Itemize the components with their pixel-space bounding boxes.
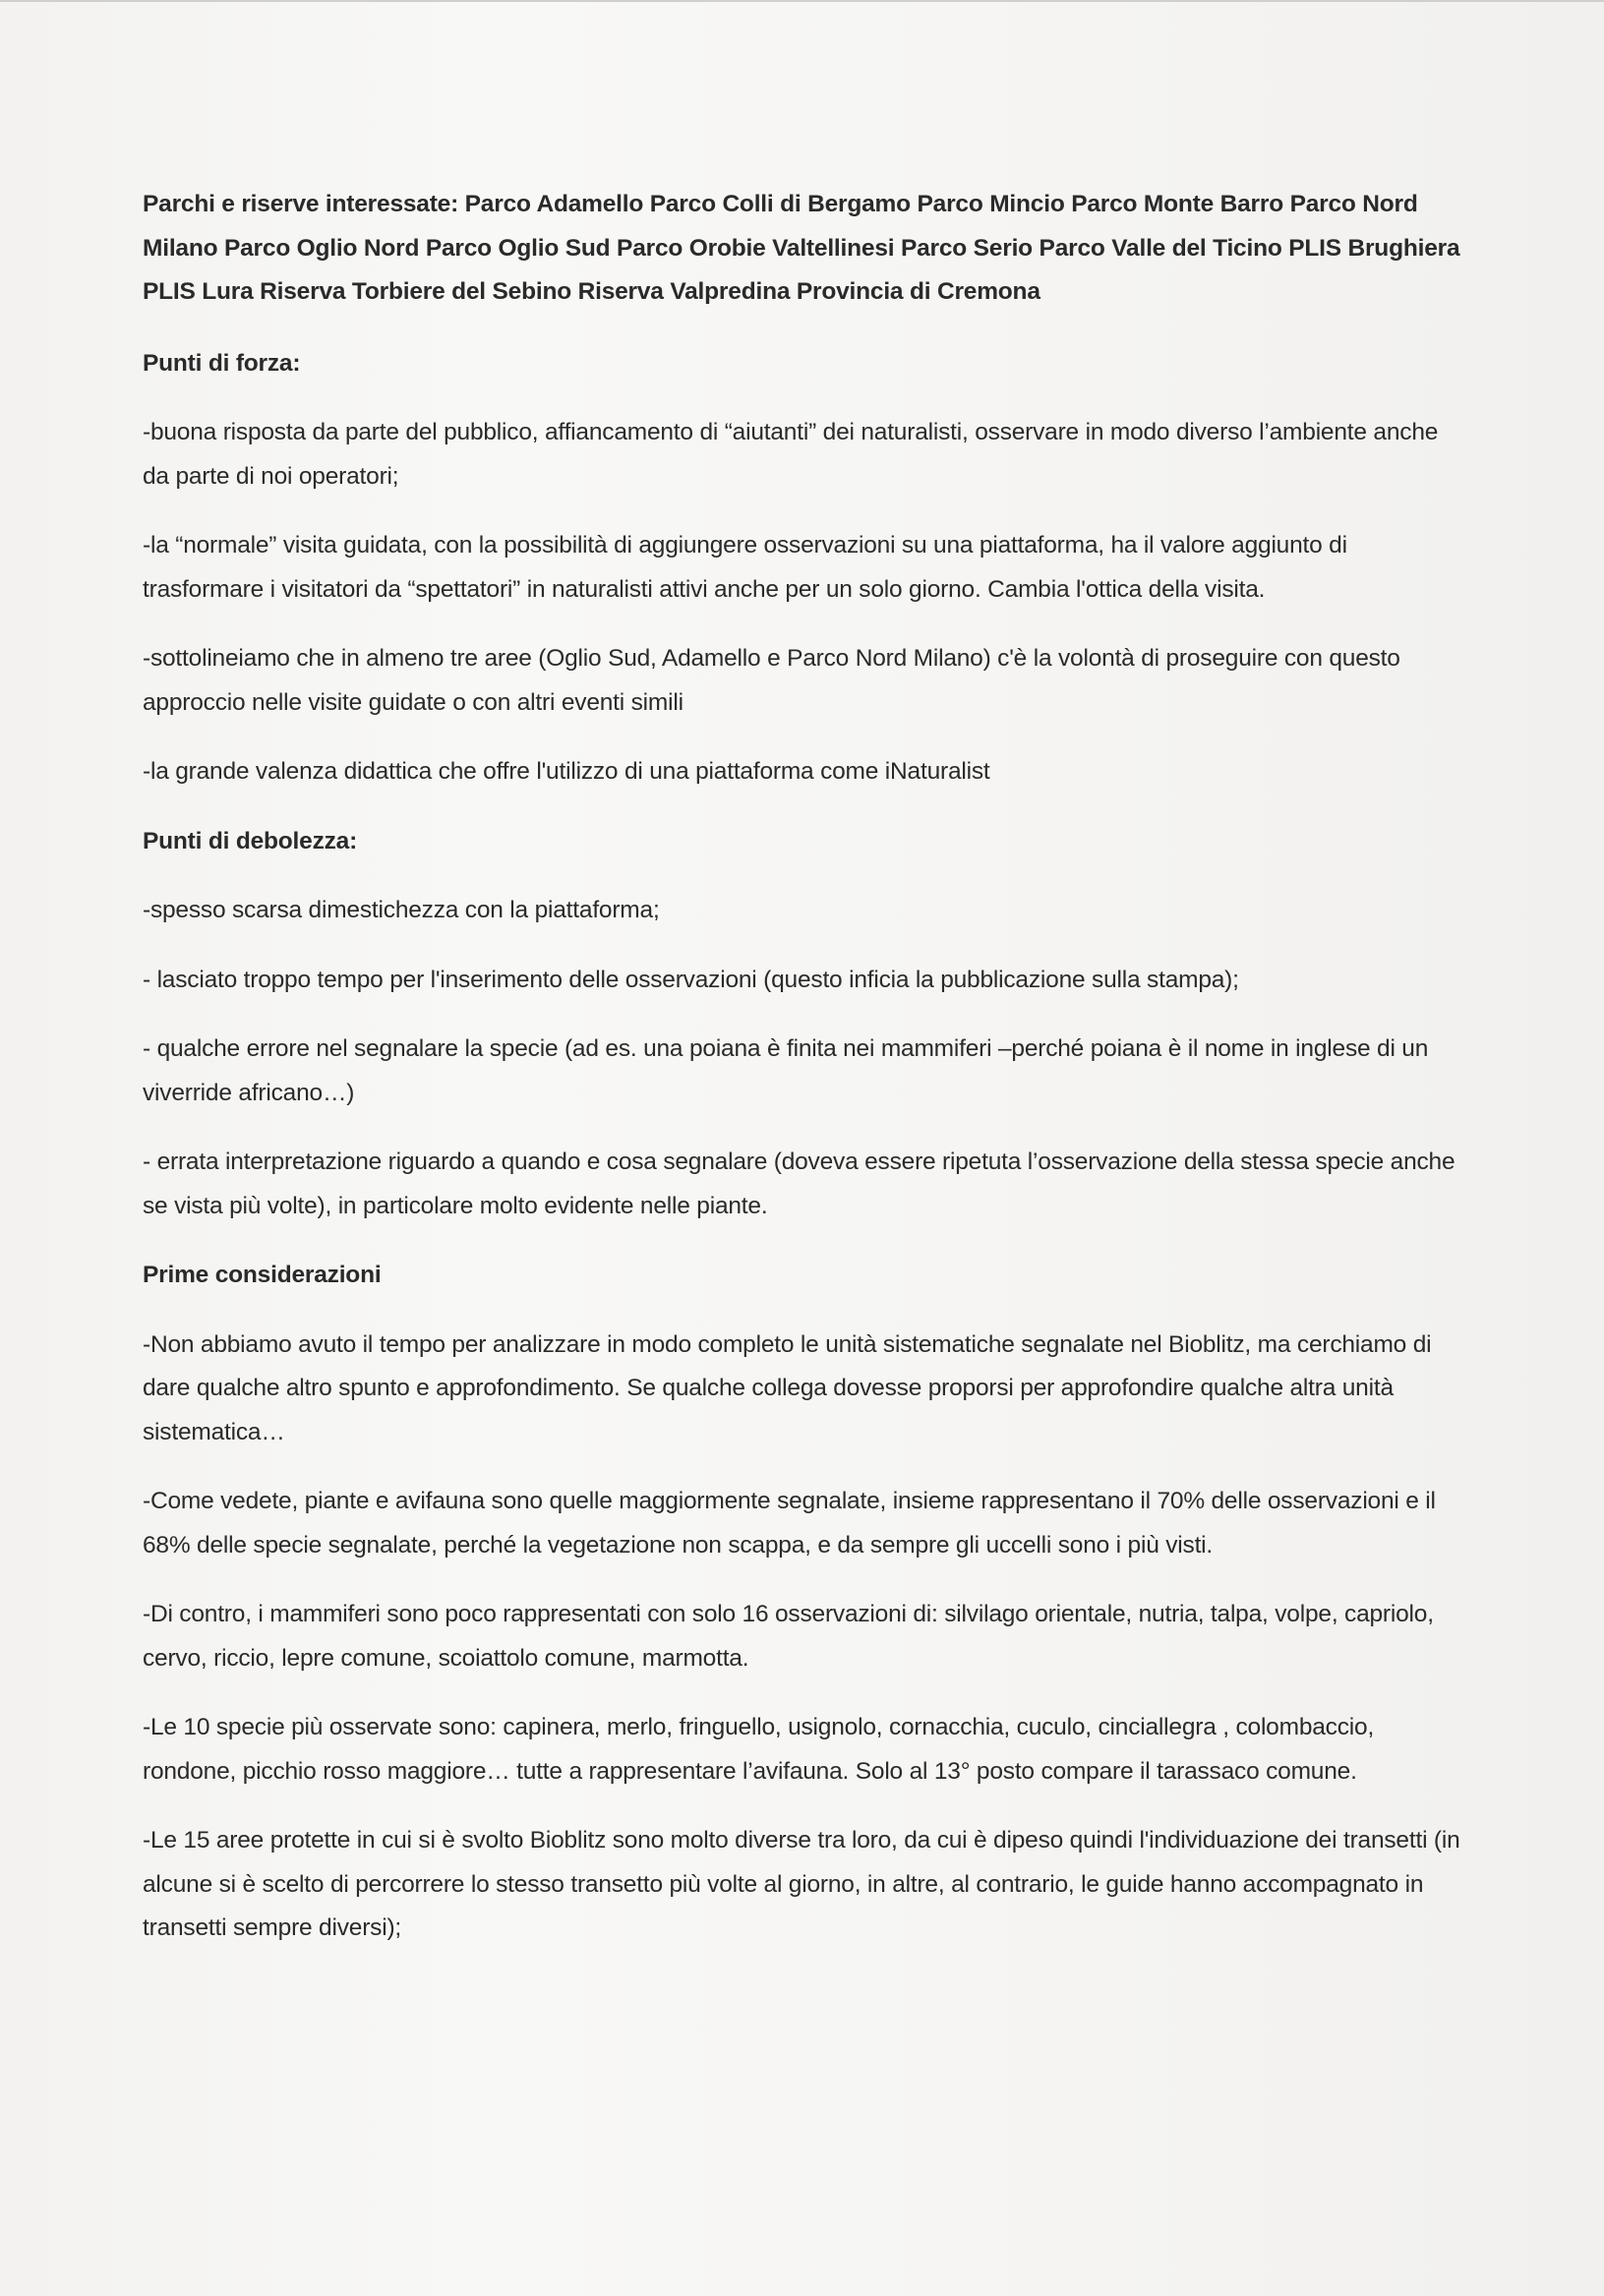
strength-item: -la “normale” visita guidata, con la possibilità di aggiungere osservazioni su una piattaforma, ha il valore aggiunto di trasformare i visitatori da “spettatori” in naturalisti attivi anche per un solo giorno. Cambia l'ottica della visita. (143, 532, 1347, 603)
weakness-item: - lasciato troppo tempo per l'inserimento delle osservazioni (questo inficia la pubblicazione sulla stampa); (143, 966, 1239, 993)
consideration-item: -Le 10 specie più osservate sono: capinera, merlo, fringuello, usignolo, cornacchia, cuculo, cinciallegra , colombaccio, rondone, picchio rosso maggiore… tutte a rappresentare l’avifauna. Solo al 13° posto compare il tarassaco comune. (143, 1714, 1375, 1785)
consideration-item: -Non abbiamo avuto il tempo per analizzare in modo completo le unità sistematiche segnalate nel Bioblitz, ma cerchiamo di dare qualche altro spunto e approfondimento. Se qualche collega dovesse proporsi per approfondire qualche altra unità sistematica… (143, 1330, 1432, 1445)
page-edge (0, 0, 1604, 2)
consideration-item: -Le 15 aree protette in cui si è svolto Bioblitz sono molto diverse tra loro, da cui è dipeso quindi l'individuazione dei transetti (in alcune si è scelto di percorrere lo stesso transetto più volte al giorno, in altre, al contrario, le guide hanno accompagnato in transetti sempre diversi); (143, 1827, 1460, 1941)
parks-list: Parchi e riserve interessate: Parco Adamello Parco Colli di Bergamo Parco Mincio Parco Monte Barro Parco Nord Milano Parco Oglio Nord Parco Oglio Sud Parco Orobie Valtellinesi Parco Serio Parco Valle del Ticino PLIS Brughiera PLIS Lura Riserva Torbiere del Sebino Riserva Valpredina Provincia di Cremona (143, 191, 1460, 305)
weakness-item: -spesso scarsa dimestichezza con la piattaforma; (143, 897, 660, 923)
weakness-item: - qualche errore nel segnalare la specie (ad es. una poiana è finita nei mammiferi –perché poiana è il nome in inglese di un viverride africano…) (143, 1035, 1429, 1106)
strengths-heading: Punti di forza: (143, 349, 301, 377)
strength-item: -la grande valenza didattica che offre l'utilizzo di una piattaforma come iNaturalist (143, 758, 990, 785)
weakness-item: - errata interpretazione riguardo a quando e cosa segnalare (doveva essere ripetuta l’osservazione della stessa specie anche se vista più volte), in particolare molto evidente nelle piante. (143, 1148, 1455, 1219)
weaknesses-heading: Punti di debolezza: (143, 827, 358, 854)
strength-item: -buona risposta da parte del pubblico, affiancamento di “aiutanti” dei naturalisti, osservare in modo diverso l’ambiente anche da parte di noi operatori; (143, 419, 1439, 490)
document-body (143, 183, 1470, 1976)
considerations-heading: Prime considerazioni (143, 1262, 382, 1288)
consideration-item: -Di contro, i mammiferi sono poco rappresentati con solo 16 osservazioni di: silvilago orientale, nutria, talpa, volpe, capriolo, cervo, riccio, lepre comune, scoiattolo comune, marmotta. (143, 1601, 1434, 1672)
strength-item: -sottolineiamo che in almeno tre aree (Oglio Sud, Adamello e Parco Nord Milano) c'è la volontà di proseguire con questo approccio nelle visite guidate o con altri eventi simili (143, 645, 1400, 716)
consideration-item: -Come vedete, piante e avifauna sono quelle maggiormente segnalate, insieme rappresentano il 70% delle osservazioni e il 68% delle specie segnalate, perché la vegetazione non scappa, e da sempre gli uccelli sono i più visti. (143, 1488, 1436, 1559)
